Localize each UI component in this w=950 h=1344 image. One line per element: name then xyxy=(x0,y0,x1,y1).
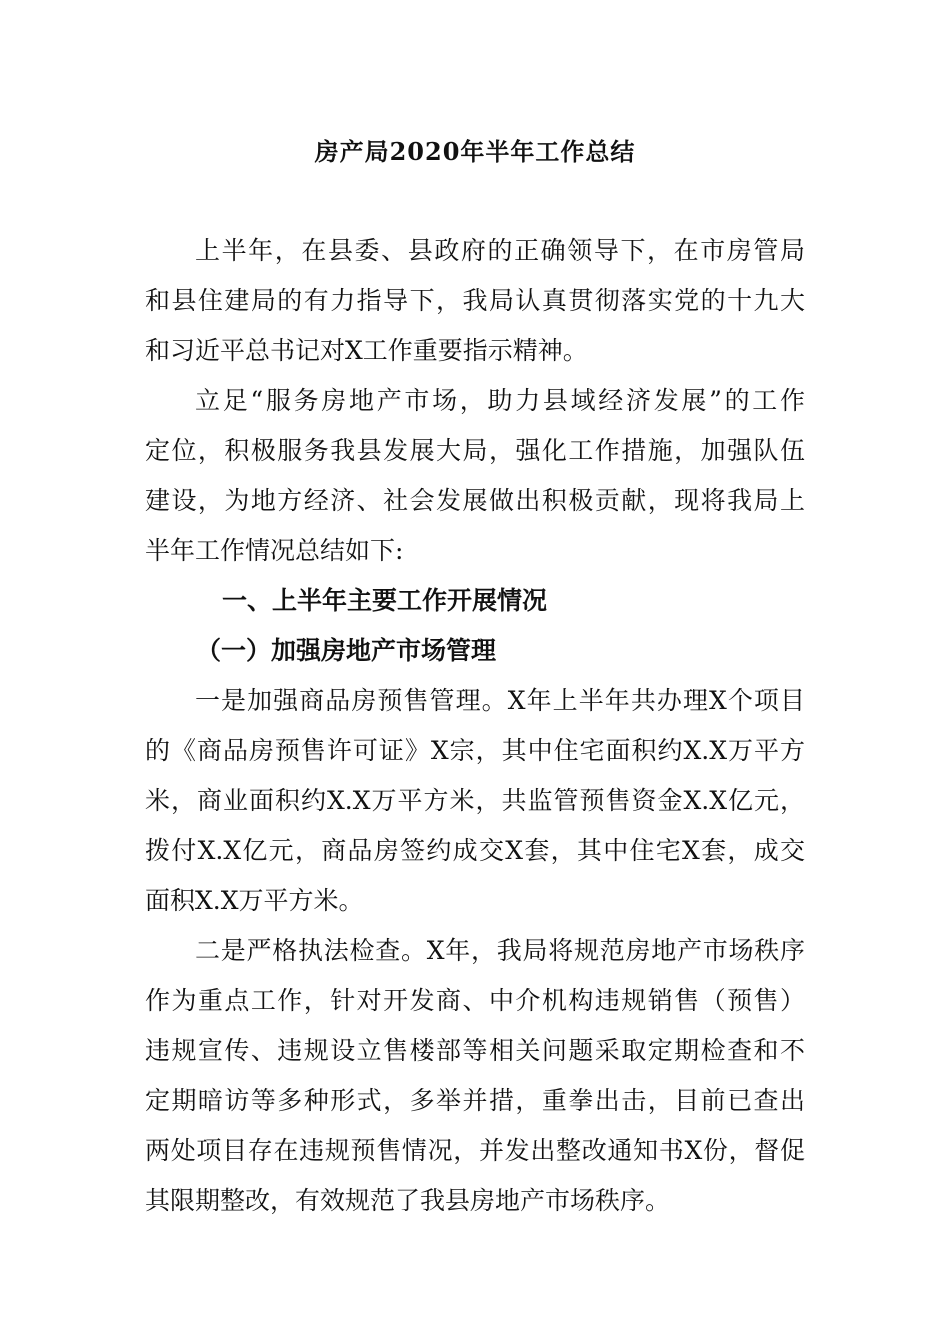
paragraph-2-line-1: 立足“服务房地产市场，助力县域经济发展”的工作 xyxy=(195,386,805,415)
paragraph-4-line-5: 两处项目存在违规预售情况，并发出整改通知书X份，督促 xyxy=(145,1136,805,1165)
paragraph-4-line-2: 作为重点工作，针对开发商、中介机构违规销售（预售） xyxy=(145,986,805,1015)
paragraph-3-line-3: 米，商业面积约X.X万平方米，共监管预售资金X.X亿元， xyxy=(145,786,805,815)
paragraph-1-line-1: 上半年，在县委、县政府的正确领导下，在市房管局 xyxy=(195,236,805,265)
paragraph-3-line-2: 的《商品房预售许可证》X宗，其中住宅面积约X.X万平方 xyxy=(145,736,805,765)
paragraph-4-line-4: 定期暗访等多种形式，多举并措，重拳出击，目前已查出 xyxy=(145,1086,805,1115)
paragraph-2-line-2: 定位，积极服务我县发展大局，强化工作措施，加强队伍 xyxy=(145,436,805,465)
document-title: 房产局2020年半年工作总结 xyxy=(314,137,636,166)
paragraph-3-line-4: 拨付X.X亿元，商品房签约成交X套，其中住宅X套，成交 xyxy=(145,836,805,865)
paragraph-4-line-3: 违规宣传、违规设立售楼部等相关问题采取定期检查和不 xyxy=(145,1036,805,1065)
paragraph-3-line-1: 一是加强商品房预售管理。X年上半年共办理X个项目 xyxy=(195,686,805,715)
paragraph-4-line-1: 二是严格执法检查。X年，我局将规范房地产市场秩序 xyxy=(195,936,805,965)
paragraph-3-line-5: 面积X.X万平方米。 xyxy=(145,886,364,915)
paragraph-1-line-3: 和习近平总书记对X工作重要指示精神。 xyxy=(145,336,588,365)
paragraph-2-line-3: 建设，为地方经济、社会发展做出积极贡献，现将我局上 xyxy=(145,486,805,515)
section-heading-1: 一、上半年主要工作开展情况 xyxy=(222,586,548,615)
paragraph-1-line-2: 和县住建局的有力指导下，我局认真贯彻落实党的十九大 xyxy=(145,286,805,315)
subsection-heading-1: （一）加强房地产市场管理 xyxy=(196,636,497,665)
paragraph-4-line-6: 其限期整改，有效规范了我县房地产市场秩序。 xyxy=(145,1186,671,1215)
paragraph-2-line-4: 半年工作情况总结如下: xyxy=(145,536,404,565)
